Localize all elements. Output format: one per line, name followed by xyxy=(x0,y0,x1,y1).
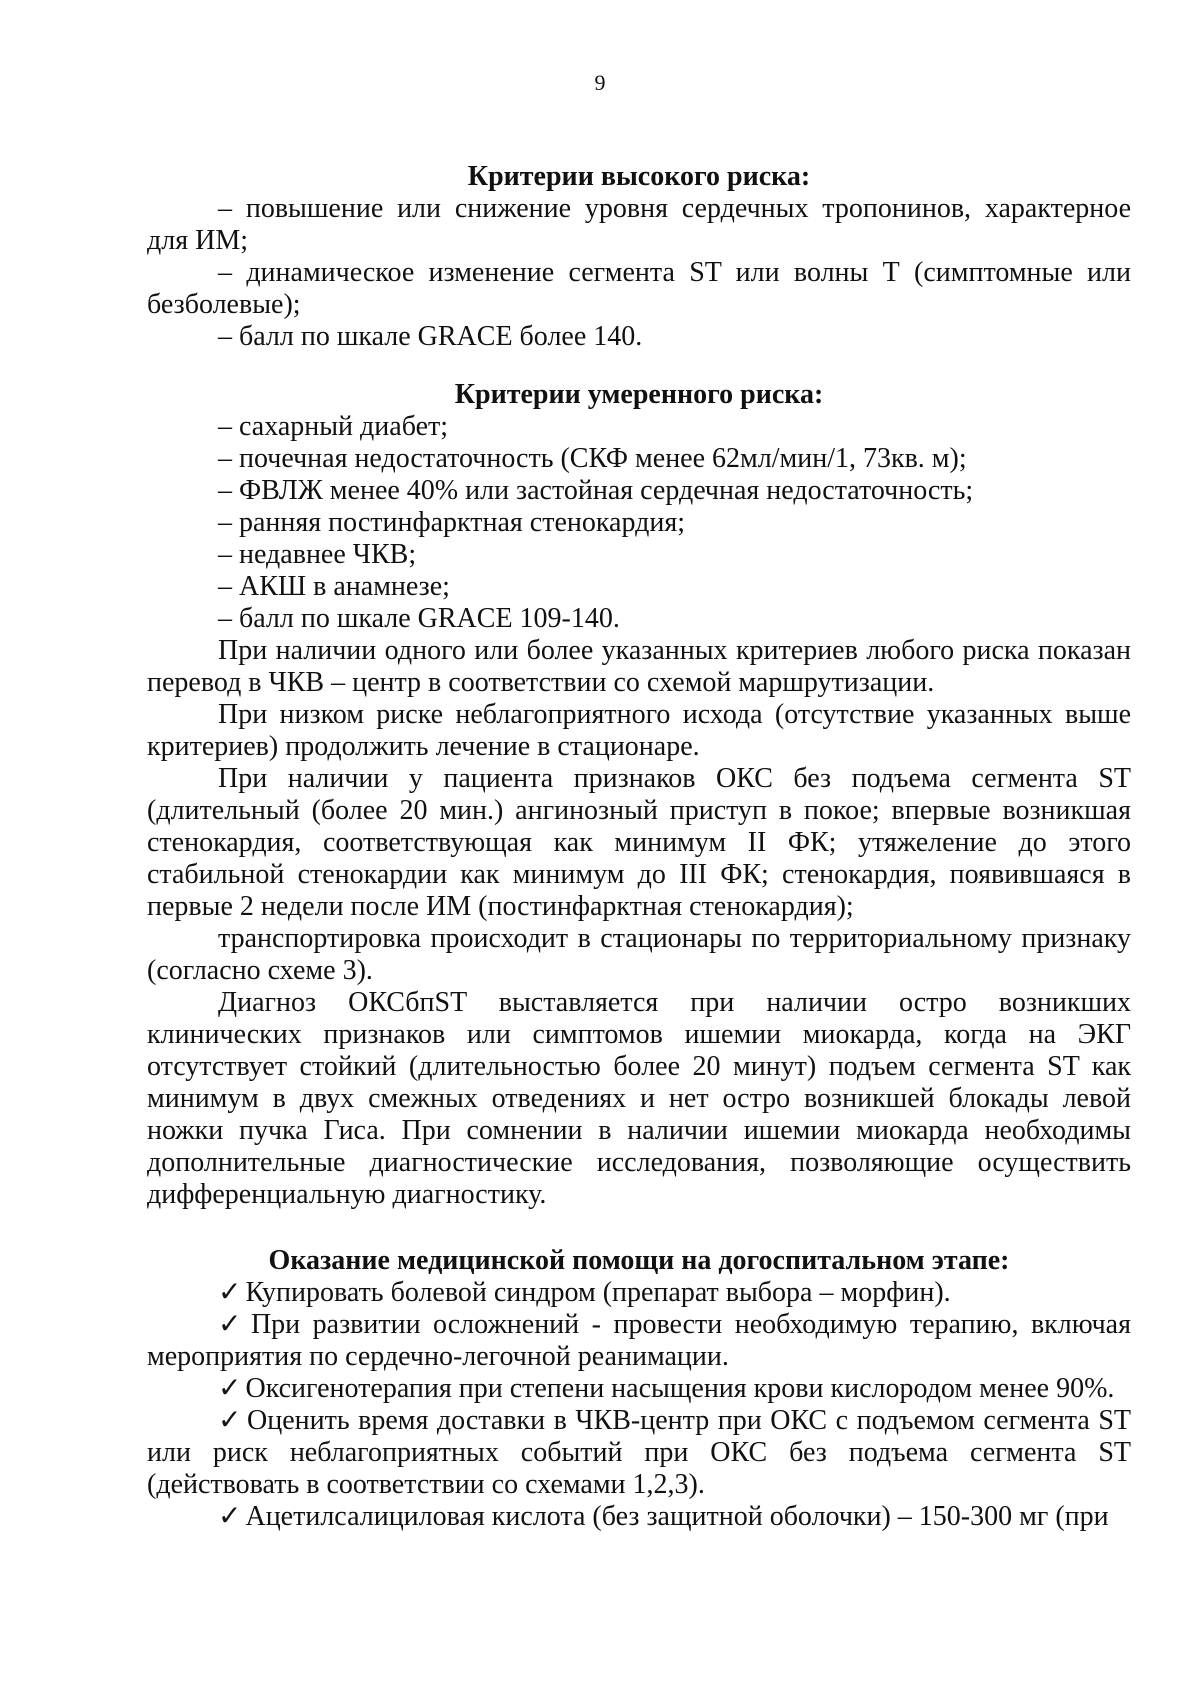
dash-bullet: – xyxy=(218,571,232,602)
dash-bullet: – xyxy=(218,603,232,634)
paragraph: При низком риске неблагоприятного исхода (отсутствие указанных выше критериев) продолжить лечение в стационаре. xyxy=(147,699,1131,762)
list-item xyxy=(147,603,1131,635)
dash-bullet: – xyxy=(218,443,232,474)
dash-bullet: – xyxy=(218,507,232,538)
list-item xyxy=(147,257,1131,321)
moderate-risk-list xyxy=(147,411,1131,635)
paragraph: При наличии одного или более указанных критериев любого риска показан перевод в ЧКВ – центр в соответствии со схемой маршрутизации. xyxy=(147,635,1131,698)
paragraph: При наличии у пациента признаков ОКС без подъема сегмента ST (длительный (более 20 мин.) ангинозный приступ в покое; впервые возникшая стенокардия, соответствующая как минимум II ФК; утяжеление до этого стабильной стенокардии как минимум до III ФК; стенокардия, появившаяся в первые 2 недели после ИМ (постинфарктная стенокардия); xyxy=(147,763,1131,922)
list-item-text: АКШ в анамнезе; xyxy=(239,571,450,602)
checkmark-icon: ✓ xyxy=(218,1405,243,1436)
list-item xyxy=(147,1501,1131,1533)
list-item xyxy=(147,193,1131,257)
list-item xyxy=(147,411,1131,443)
list-item xyxy=(147,571,1131,603)
checkmark-icon: ✓ xyxy=(218,1501,242,1532)
paragraph: транспортировка происходит в стационары по территориальному признаку (согласно схеме 3). xyxy=(147,923,1131,986)
list-item-text: При развитии осложнений - провести необходимую терапию, включая мероприятия по сердечно-легочной реанимации. xyxy=(147,1309,1131,1372)
list-item-text: балл по шкале GRACE более 140. xyxy=(239,321,643,352)
checkmark-icon: ✓ xyxy=(218,1277,242,1308)
heading-moderate-risk: Критерии умеренного риска: xyxy=(454,379,824,410)
prehospital-list xyxy=(147,1277,1131,1533)
list-item-text: недавнее ЧКВ; xyxy=(239,539,417,570)
list-item xyxy=(147,539,1131,571)
list-item-text: Оксигенотерапия при степени насыщения крови кислородом менее 90%. xyxy=(245,1373,1115,1404)
list-item-text: динамическое изменение сегмента ST или волны Т (симптомные или безболевые); xyxy=(147,257,1132,320)
list-item-text: сахарный диабет; xyxy=(239,411,449,442)
list-item xyxy=(147,321,1131,353)
dash-bullet: – xyxy=(218,321,232,352)
list-item-text: Купировать болевой синдром (препарат выбора – морфин). xyxy=(245,1277,951,1308)
dash-bullet: – xyxy=(218,539,232,570)
dash-bullet: – xyxy=(218,475,232,506)
checkmark-icon: ✓ xyxy=(218,1373,242,1404)
paragraph: Диагноз ОКСбпST выставляется при наличии остро возникших клинических признаков или симптомов ишемии миокарда, когда на ЭКГ отсутствует стойкий (длительностью более 20 минут) подъем сегмента ST как минимум в двух смежных отведениях и нет остро возникшей блокады левой ножки пучка Гиса. При сомнении в наличии ишемии миокарда необходимы дополнительные диагностические исследования, позволяющие осуществить дифференциальную диагностику. xyxy=(147,987,1131,1210)
list-item xyxy=(147,507,1131,539)
list-item-text: Ацетилсалициловая кислота (без защитной оболочки) – 150-300 мг (при xyxy=(245,1501,1109,1532)
list-item-text: повышение или снижение уровня сердечных тропонинов, характерное для ИМ; xyxy=(147,193,1132,256)
list-item-text: ранняя постинфарктная стенокардия; xyxy=(239,507,686,538)
checkmark-icon: ✓ xyxy=(218,1309,247,1340)
list-item xyxy=(147,1373,1131,1405)
list-item-text: Оценить время доставки в ЧКВ-центр при ОКС с подъемом сегмента ST или риск неблагоприятных событий при ОКС без подъема сегмента ST (действовать в соответствии со схемами 1,2,3). xyxy=(147,1405,1131,1500)
list-item-text: балл по шкале GRACE 109-140. xyxy=(239,603,620,634)
list-item-text: ФВЛЖ менее 40% или застойная сердечная недостаточность; xyxy=(239,475,974,506)
list-item xyxy=(147,1277,1131,1309)
high-risk-list xyxy=(147,193,1131,353)
list-item xyxy=(147,1405,1131,1501)
heading-prehospital: Оказание медицинской помощи на догоспитальном этапе: xyxy=(268,1245,1010,1276)
list-item-text: почечная недостаточность (СКФ менее 62мл/мин/1, 73кв. м); xyxy=(239,443,967,474)
document-body xyxy=(147,161,1131,1533)
page-number: 9 xyxy=(594,70,606,95)
dash-bullet: – xyxy=(218,411,232,442)
list-item xyxy=(147,1309,1131,1373)
list-item xyxy=(147,475,1131,507)
heading-high-risk: Критерии высокого риска: xyxy=(467,161,811,192)
dash-bullet: – xyxy=(218,193,232,224)
list-item xyxy=(147,443,1131,475)
dash-bullet: – xyxy=(218,257,232,288)
